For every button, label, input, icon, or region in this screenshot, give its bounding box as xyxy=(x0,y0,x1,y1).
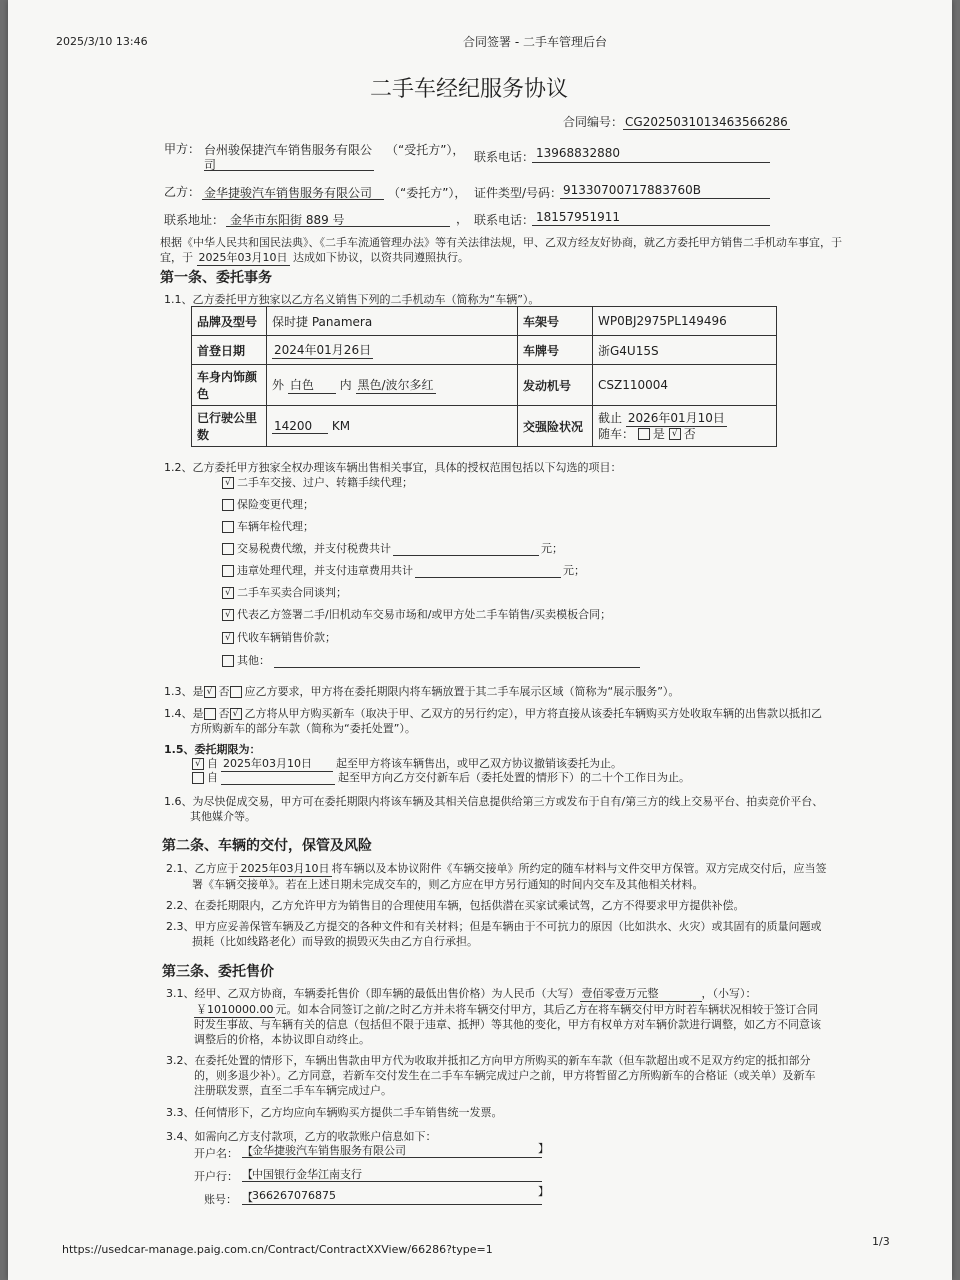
bracket-open: 【 xyxy=(242,1168,253,1181)
contract-number-value: CG2025031013463566286 xyxy=(625,115,788,129)
ext-color-prefix: 外 xyxy=(272,378,285,392)
insurance-prefix: 截止 xyxy=(598,410,623,425)
party-a-phone-label: 联系电话： xyxy=(474,150,535,164)
party-a-role: （“受托方”）， xyxy=(386,143,465,157)
party-b-name: 金华捷骏汽车销售服务有限公司 xyxy=(204,186,373,200)
document-title: 二手车经纪服务协议 xyxy=(370,77,569,102)
party-b-phone-label: 联系电话： xyxy=(474,213,535,227)
clause-1-4-no-checkbox[interactable]: √ xyxy=(230,708,242,720)
clause-1-4-text: 乙方将从甲方购买新车（取决于甲、乙双方的另行约定），甲方将直接从该委托车辆购买方处收取车辆的出售款以抵扣乙 xyxy=(244,707,822,720)
bank-name: 中国银行金华江南支行 xyxy=(252,1168,362,1181)
account-number-label: 账号： xyxy=(204,1193,237,1206)
bracket-close: 】 xyxy=(538,1142,549,1155)
auth-item-text: 二手车买卖合同谈判； xyxy=(237,586,347,599)
auth-checkbox[interactable] xyxy=(222,655,234,667)
clause-2-3-line1: 2.3、甲方应妥善保管车辆及乙方提交的各种文件和有关材料；但是车辆由于不可抗力的原因（比如洪水、火灾）或其固有的质量问题或 xyxy=(166,920,822,933)
clause-2-1-text: 将车辆以及本协议附件《车辆交接单》所约定的随车材料与文件交甲方保管。双方完成交付后，应当签 xyxy=(331,862,827,875)
print-url: https://usedcar-manage.paig.com.cn/Contract/ContractXXView/66286?type=1 xyxy=(62,1243,493,1256)
table-row xyxy=(192,336,777,365)
auth-checkbox[interactable]: √ xyxy=(222,632,234,644)
vehicle-info-table xyxy=(191,306,777,447)
clause-3-1-prefix: 3.1、经甲、乙双方协商，车辆委托售价（即车辆的最低出售价格）为人民币（大写） xyxy=(166,987,580,1000)
clause-3-2-line1: 3.2、在委托处置的情形下，车辆出售款由甲方代为收取并抵扣乙方向甲方所购买的新车车款（但车款超出或不足双方约定的抵扣部分 xyxy=(166,1054,811,1067)
party-a-phone-underline xyxy=(532,162,770,163)
party-b-name-underline xyxy=(202,199,384,200)
blank-line xyxy=(415,564,561,578)
with-car-yes-checkbox[interactable] xyxy=(638,428,650,440)
print-page-title: 合同签署 - 二手车管理后台 xyxy=(463,35,607,49)
auth-checkbox[interactable] xyxy=(222,543,234,555)
term-option-2 xyxy=(192,769,690,785)
auth-item-text: 车辆年检代理； xyxy=(237,520,314,533)
party-b-role: （“委托方”）， xyxy=(388,186,467,200)
auth-item-suffix: 元； xyxy=(541,542,563,555)
term-option-1-text: 起至甲方将该车辆售出，或甲乙双方协议撤销该委托为止。 xyxy=(336,757,622,770)
vin-value: WP0BJ2975PL149496 xyxy=(593,307,777,336)
with-car-yes-label: 是 xyxy=(652,426,665,441)
with-car-label: 随车： xyxy=(598,426,635,441)
clause-2-1-line1 xyxy=(166,860,827,877)
party-a-name-underline xyxy=(204,170,374,171)
auth-item-text: 其他： xyxy=(237,654,270,667)
insurance-date: 2026年01月10日 xyxy=(627,410,725,425)
blank-line xyxy=(221,771,335,785)
auth-item xyxy=(222,540,563,556)
party-b-address-underline xyxy=(226,226,450,227)
clause-1-2: 1.2、乙方委托甲方独家全权办理该车辆出售相关事宜，具体的授权范围包括以下勾选的项目： xyxy=(164,461,622,474)
party-a-phone: 13968832880 xyxy=(536,146,620,160)
auth-item xyxy=(222,474,413,490)
contract-number-label: 合同编号： xyxy=(563,115,624,129)
reg-date-cell xyxy=(267,336,518,365)
clause-1-6-line1: 1.6、为尽快促成交易，甲方可在委托期限内将该车辆及其相关信息提供给第三方或发布于自有/第三方的线上交易平台、拍卖竞价平台、 xyxy=(164,795,824,808)
clause-1-4-no-label: 否 xyxy=(218,707,230,720)
clause-1-3-yes-checkbox[interactable]: √ xyxy=(204,686,216,698)
bank-label: 开户行： xyxy=(194,1170,238,1183)
account-number: 366267076875 xyxy=(252,1189,336,1202)
auth-item xyxy=(222,652,640,668)
clause-1-3-no-label: 否 xyxy=(218,685,230,698)
brand-label: 品牌及型号 xyxy=(192,307,267,336)
term-option-2-prefix: 自 xyxy=(207,771,218,784)
auth-checkbox[interactable] xyxy=(222,521,234,533)
preamble-line1: 根据《中华人民共和国民法典》、《二手车流通管理办法》等有关法律法规，甲、乙双方经友好协商，就乙方委托甲方销售二手机动车事宜，于 xyxy=(160,236,842,249)
auth-item xyxy=(222,496,314,512)
mileage-value: 14200 xyxy=(272,419,328,434)
term-option-1-checkbox[interactable]: √ xyxy=(192,758,204,770)
clause-1-4-yes-checkbox[interactable] xyxy=(204,708,216,720)
mileage-label: 已行驶公里数 xyxy=(192,406,267,447)
auth-item xyxy=(222,584,347,600)
clause-1-4 xyxy=(164,705,822,721)
auth-item-text: 二手车交接、过户、转籍手续代理； xyxy=(237,476,413,489)
reg-date-value: 2024年01月26日 xyxy=(274,343,372,357)
clause-3-1-line4: 调整后的价格，本协议即自动终止。 xyxy=(194,1033,370,1046)
clause-3-1-line1 xyxy=(166,985,757,1002)
with-car-no-checkbox[interactable]: √ xyxy=(669,428,681,440)
clause-1-1: 1.1、乙方委托甲方独家以乙方名义销售下列的二手机动车（简称为“车辆”）。 xyxy=(164,293,540,306)
auth-item-suffix: 元； xyxy=(563,564,585,577)
contract-number xyxy=(563,113,790,130)
clause-2-1-date: 2025年03月10日 xyxy=(240,862,330,875)
party-a-name-line2: 司 xyxy=(204,158,217,172)
int-color: 黑色/波尔多红 xyxy=(357,378,434,392)
account-number-underline xyxy=(242,1204,542,1205)
table-row xyxy=(192,365,777,406)
plate-label: 车牌号 xyxy=(518,336,593,365)
table-row xyxy=(192,307,777,336)
clause-3-3: 3.3、任何情形下，乙方均应向车辆购买方提供二手车销售统一发票。 xyxy=(166,1106,503,1119)
auth-checkbox[interactable] xyxy=(222,565,234,577)
page-number: 1/3 xyxy=(872,1235,890,1248)
clause-1-4-prefix: 1.4、是 xyxy=(164,707,204,720)
term-option-2-text: 起至甲方向乙方交付新车后（委托处置的情形下）的二十个工作日为止。 xyxy=(338,771,690,784)
account-name: 金华捷骏汽车销售服务有限公司 xyxy=(252,1144,406,1157)
clause-3-4: 3.4、如需向乙方支付款项，乙方的收款账户信息如下： xyxy=(166,1130,437,1143)
clause-1-4-line2: 方所购新车的部分车款（简称为“委托处置”）。 xyxy=(190,722,416,735)
section-3-title: 第三条、委托售价 xyxy=(162,964,274,980)
auth-checkbox[interactable]: √ xyxy=(222,477,234,489)
term-option-2-checkbox[interactable] xyxy=(192,772,204,784)
clause-2-3-line2: 损耗（比如线路老化）而导致的损毁灭失由乙方自行承担。 xyxy=(192,935,478,948)
auth-checkbox[interactable] xyxy=(222,499,234,511)
section-1-title: 第一条、委托事务 xyxy=(160,270,272,286)
blank-line xyxy=(274,654,640,668)
blank-line xyxy=(393,542,539,556)
auth-item xyxy=(222,518,314,534)
clause-2-1-prefix: 2.1、乙方应于 xyxy=(166,862,239,875)
engine-label: 发动机号 xyxy=(518,365,593,406)
party-b-id-underline xyxy=(560,198,770,199)
clause-1-3 xyxy=(164,683,679,699)
mileage-cell xyxy=(267,406,518,447)
bracket-open: 【 xyxy=(242,1145,253,1158)
price-in-words: 壹佰零壹万元整 xyxy=(580,985,702,1002)
party-b-phone-underline xyxy=(532,225,770,226)
clause-1-6-line2: 其他媒介等。 xyxy=(190,810,256,823)
party-b-id-label: 证件类型/号码： xyxy=(474,186,563,200)
clause-3-2-line2: 的，则多退少补）。乙方同意，若新车交付发生在二手车车辆完成过户之前，甲方将暂留乙方所购新车的合格证（或关单）及新车 xyxy=(194,1069,816,1082)
clause-3-1-text: 元。如本合同签订之前/之时乙方并未将车辆交付甲方，其后乙方在将车辆交付甲方时若车辆状况相较于签订合同 xyxy=(275,1003,819,1016)
party-b-phone: 18157951911 xyxy=(536,210,620,224)
account-name-label: 开户名： xyxy=(194,1147,238,1160)
color-label: 车身内饰颜色 xyxy=(192,365,267,406)
auth-item xyxy=(222,629,336,645)
vin-label: 车架号 xyxy=(518,307,593,336)
clause-1-3-text: 应乙方要求，甲方将在委托期限内将车辆放置于其二手车展示区域（简称为“展示服务”）。 xyxy=(244,685,680,698)
engine-value: CSZ110004 xyxy=(593,365,777,406)
auth-item xyxy=(222,562,585,578)
party-b-address: 金华市东阳街 889 号 xyxy=(230,213,345,227)
party-b-address-label: 联系地址： xyxy=(164,213,225,227)
ext-color: 白色 xyxy=(288,376,336,394)
clause-3-1-line3: 时发生事故、与车辆有关的信息（包括但不限于违章、抵押）等其他的变化，甲方有权单方对车辆价款进行调整，如乙方不同意该 xyxy=(194,1018,821,1031)
preamble-end: 达成如下协议，以资共同遵照执行。 xyxy=(293,251,469,264)
party-a-name-line1: 台州骏保捷汽车销售服务有限公 xyxy=(204,143,373,157)
term-option-1-date: 2025年03月10日 xyxy=(221,755,333,772)
auth-item xyxy=(222,606,611,622)
auth-item-text: 违章处理代理，并支付违章费用共计 xyxy=(237,564,413,577)
party-b-label: 乙方： xyxy=(164,185,201,199)
insurance-label: 交强险状况 xyxy=(518,406,593,447)
bracket-open: 【 xyxy=(242,1191,253,1204)
price-small-label: ，（小写）： xyxy=(701,987,757,1000)
clause-2-1-line2: 署《车辆交接单》。若在上述日期未完成交车的，则乙方应在甲方另行通知的时间内交车及其他相关材料。 xyxy=(192,878,704,891)
auth-item-text: 代表乙方签署二手/旧机动车交易市场和/或甲方处二手车销售/买卖模板合同； xyxy=(237,608,612,621)
comma-separator: ， xyxy=(456,212,469,226)
color-cell xyxy=(267,365,518,406)
print-datetime: 2025/3/10 13:46 xyxy=(56,35,148,48)
party-b-id-number: 91330700717883760B xyxy=(563,183,702,197)
with-car-no-label: 否 xyxy=(683,426,696,441)
bracket-close: 】 xyxy=(538,1185,549,1198)
mileage-unit: KM xyxy=(331,418,351,433)
clause-1-5-label: 1.5、委托期限为： xyxy=(164,743,261,756)
clause-1-3-no-checkbox[interactable] xyxy=(230,686,242,698)
auth-item-text: 保险变更代理； xyxy=(237,498,314,511)
plate-value: 浙G4U15S xyxy=(593,336,777,365)
insurance-cell xyxy=(593,406,777,447)
party-a-label: 甲方： xyxy=(164,142,201,156)
auth-item-text: 交易税费代缴，并支付税费共计 xyxy=(237,542,391,555)
auth-item-text: 代收车辆销售价款； xyxy=(237,631,336,644)
contract-page xyxy=(8,0,952,1280)
clause-1-3-prefix: 1.3、是 xyxy=(164,685,204,698)
term-option-1-prefix: 自 xyxy=(207,757,218,770)
preamble-line2: 宜，于 2025年03月10日 达成如下协议，以资共同遵照执行。 xyxy=(160,251,469,264)
account-name-underline xyxy=(242,1157,542,1158)
int-color-prefix: 内 xyxy=(339,378,352,392)
price-in-numbers: ￥1010000.00 xyxy=(196,1003,274,1016)
reg-date-label: 首登日期 xyxy=(192,336,267,365)
auth-checkbox[interactable]: √ xyxy=(222,587,234,599)
bank-underline xyxy=(242,1181,542,1182)
preamble-date: 2025年03月10日 xyxy=(198,251,288,264)
brand-value: 保时捷 Panamera xyxy=(267,307,518,336)
clause-3-2-line3: 注册联发票，直至二手车车辆完成过户。 xyxy=(194,1084,392,1097)
section-2-title: 第二条、车辆的交付，保管及风险 xyxy=(162,838,372,854)
clause-2-2: 2.2、在委托期限内，乙方允许甲方为销售目的合理使用车辆，包括供潜在买家试乘试驾，乙方不得要求甲方提供补偿。 xyxy=(166,899,745,912)
table-row xyxy=(192,406,777,447)
auth-checkbox[interactable]: √ xyxy=(222,609,234,621)
